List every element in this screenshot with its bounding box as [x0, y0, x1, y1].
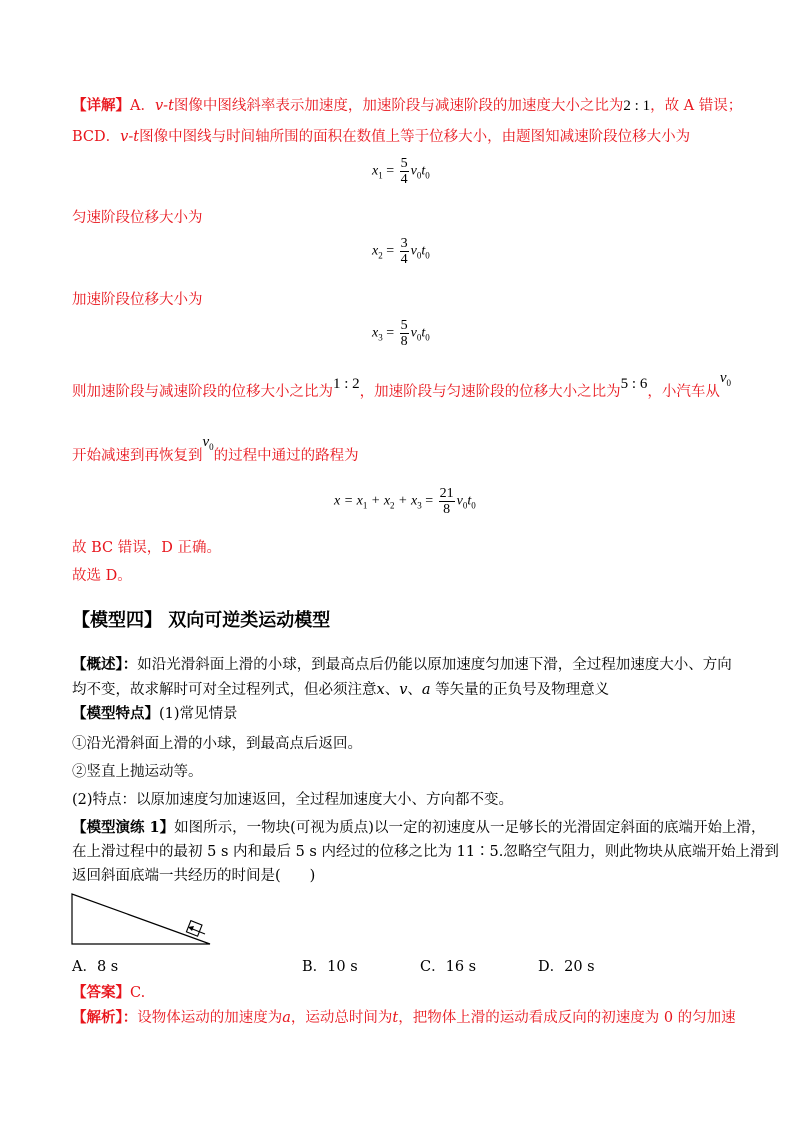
- ratio-2-1: 2 : 1: [623, 98, 651, 114]
- equation-x1: $x_1$ = $\frac{5}{4}$ $v_0t_0$: [372, 156, 430, 187]
- practice-line-2: 在上滑过程中的最初 5 s 内和最后 5 s 内经过的位移之比为 11∶5.忽略空气阻力，则此物块从底端开始上滑到: [72, 844, 779, 860]
- feature-line: 【模型特点】(1)常见情景: [72, 705, 238, 722]
- detail-line-2: BCD．v-t图像中图线与时间轴所围的面积在数值上等于位移大小，由题图知减速阶段位移大小为: [72, 129, 691, 145]
- analysis-line: 【解析】：设物体运动的加速度为a，运动总时间为t，把物体上滑的运动看成反向的初速度为 0 的匀加速: [72, 1009, 736, 1026]
- answer-tag: 【答案】: [72, 984, 130, 1001]
- overview-line-2: 均不变，故求解时可对全过程列式，但必须注意x、v、a 等矢量的正负号及物理意义: [72, 682, 610, 698]
- detail-line-6: 开始减速到再恢复到$v_0$的过程中通过的路程为: [72, 434, 359, 464]
- answer-line: 【答案】C.: [72, 984, 146, 1001]
- equation-total-x: $x = x_1 + x_2 + x_3$ = $\frac{21}{8}$ $v_0t_0$: [334, 486, 476, 517]
- incline-diagram: [70, 890, 220, 950]
- choice-c[interactable]: C．16 s: [420, 959, 477, 975]
- ratio-1-2: 1 : 2: [333, 376, 360, 392]
- equation-x2: $x_2$ = $\frac{3}{4}$ $v_0t_0$: [372, 236, 430, 267]
- choice-d[interactable]: D．20 s: [538, 959, 595, 975]
- detail-line-7: 故 BC 错误，D 正确。: [72, 540, 221, 556]
- detail-line-1: 【详解】A．v-t图像中图线斜率表示加速度，加速阶段与减速阶段的加速度大小之比为2 : 1，故 A 错误；: [72, 97, 743, 114]
- overview-tag: 【概述】：: [72, 656, 138, 673]
- practice-line-3: 返回斜面底端一共经历的时间是( ): [72, 868, 316, 884]
- item-1: ①沿光滑斜面上滑的小球，到最高点后返回。: [72, 736, 362, 752]
- equation-x3: $x_3$ = $\frac{5}{8}$ $v_0t_0$: [372, 318, 430, 349]
- detail-line-8: 故选 D。: [72, 568, 132, 584]
- item-3: (2)特点：以原加速度匀加速返回，全过程加速度大小、方向都不变。: [72, 792, 514, 808]
- detail-line-5: 则加速阶段与减速阶段的位移大小之比为1 : 2，加速阶段与匀速阶段的位移大小之比为5 : 6，小汽车从$v_0$: [72, 370, 732, 400]
- item-2: ②竖直上抛运动等。: [72, 764, 203, 780]
- choice-a[interactable]: A．8 s: [72, 959, 119, 975]
- practice-line-1: 【模型演练 1】如图所示，一物块(可视为质点)以一定的初速度从一足够长的光滑固定斜面的底端开始上滑，: [72, 819, 766, 836]
- overview-line-1: 【概述】：如沿光滑斜面上滑的小球，到最高点后仍能以原加速度匀加速下滑，全过程加速度大小、方向: [72, 656, 732, 673]
- ratio-5-6: 5 : 6: [620, 376, 648, 392]
- detail-line-4: 加速阶段位移大小为: [72, 292, 203, 308]
- choice-b[interactable]: B．10 s: [302, 959, 358, 975]
- section-heading: 【模型四】 双向可逆类运动模型: [72, 610, 331, 631]
- incline-slope: [72, 894, 210, 944]
- analysis-tag: 【解析】：: [72, 1009, 138, 1026]
- detail-tag: 【详解】: [72, 97, 130, 114]
- feature-tag: 【模型特点】: [72, 705, 159, 722]
- practice-tag: 【模型演练 1】: [72, 819, 175, 836]
- detail-line-3: 匀速阶段位移大小为: [72, 210, 203, 226]
- block: [186, 921, 202, 937]
